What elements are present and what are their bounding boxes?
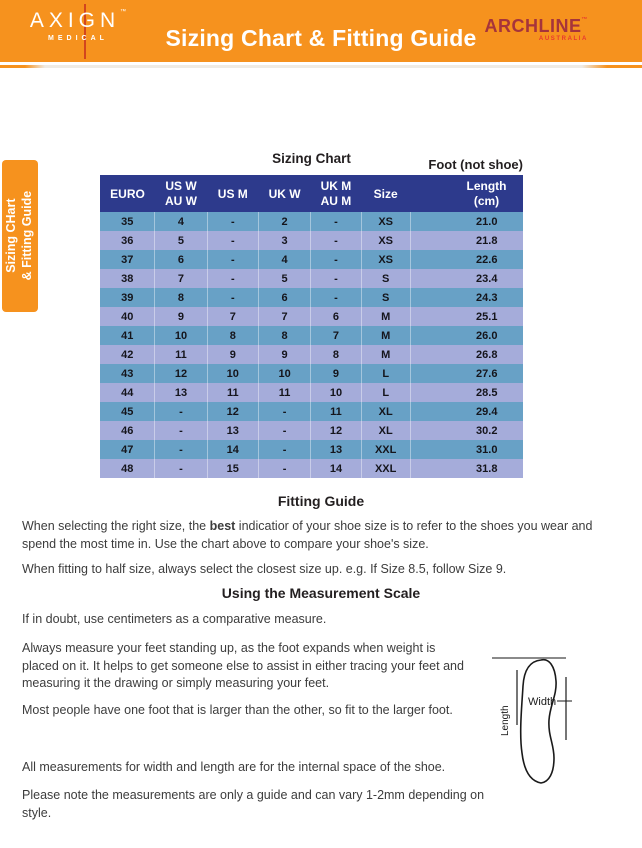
header-banner — [0, 0, 642, 62]
column-header: US M — [207, 175, 259, 212]
table-cell: 21.0 — [410, 212, 523, 231]
axign-logo-sub: MEDICAL — [48, 35, 108, 42]
table-cell: XS — [361, 231, 410, 250]
table-cell: 30.2 — [410, 421, 523, 440]
table-row — [100, 250, 523, 269]
measurement-paragraph-5: Please note the measurements are only a guide and can vary 1-2mm depending on style. — [22, 788, 485, 820]
table-cell: XL — [361, 402, 410, 421]
table-cell: 8 — [207, 326, 259, 345]
table-cell: 40 — [100, 307, 155, 326]
table-cell: 37 — [100, 250, 155, 269]
width-label: Width — [528, 696, 557, 708]
table-cell: M — [361, 345, 410, 364]
table-cell: M — [361, 307, 410, 326]
table-cell: - — [259, 402, 311, 421]
table-cell: 2 — [259, 212, 311, 231]
page-title: Sizing Chart & Fitting Guide — [165, 25, 477, 51]
table-cell: 27.6 — [410, 364, 523, 383]
table-cell: 7 — [311, 326, 362, 345]
archline-logo-sub: AUSTRALIA — [538, 36, 588, 42]
table-cell: 48 — [100, 459, 155, 478]
archline-logo-text: ARCHLINE — [484, 16, 582, 36]
measurement-paragraph-3: Most people have one foot that is larger than the other, so fit to the larger foot. — [22, 703, 453, 717]
table-cell: 10 — [311, 383, 362, 402]
table-cell: - — [311, 231, 362, 250]
table-row — [100, 421, 523, 440]
table-cell: XS — [361, 212, 410, 231]
table-row — [100, 364, 523, 383]
table-cell: 3 — [259, 231, 311, 250]
axign-logo-name — [28, 9, 128, 33]
table-cell: 31.8 — [410, 459, 523, 478]
column-header: Size — [361, 175, 410, 212]
table-row — [100, 212, 523, 231]
table-cell: - — [311, 212, 362, 231]
table-cell: 14 — [311, 459, 362, 478]
table-cell: 12 — [311, 421, 362, 440]
table-cell: 46 — [100, 421, 155, 440]
table-cell: - — [259, 440, 311, 459]
table-cell: 26.0 — [410, 326, 523, 345]
table-cell: - — [155, 421, 207, 440]
table-cell: 15 — [207, 459, 259, 478]
archline-logo-name — [485, 17, 589, 35]
table-row — [100, 288, 523, 307]
table-cell: 5 — [259, 269, 311, 288]
table-cell: M — [361, 326, 410, 345]
table-cell: 38 — [100, 269, 155, 288]
column-header: EURO — [100, 175, 155, 212]
table-cell: - — [207, 269, 259, 288]
axign-logo — [28, 9, 128, 42]
table-cell: 13 — [155, 383, 207, 402]
table-cell: 7 — [155, 269, 207, 288]
table-cell: S — [361, 269, 410, 288]
table-cell: 21.8 — [410, 231, 523, 250]
length-label: Length — [500, 705, 511, 736]
table-cell: 25.1 — [410, 307, 523, 326]
table-cell: 47 — [100, 440, 155, 459]
side-tab-line1: Sizing CHart — [4, 198, 19, 274]
table-cell: 5 — [155, 231, 207, 250]
table-cell: 24.3 — [410, 288, 523, 307]
table-cell: XXL — [361, 440, 410, 459]
table-row — [100, 402, 523, 421]
sizing-table — [100, 175, 523, 478]
measurement-paragraph-1: If in doubt, use centimeters as a comparative measure. — [22, 612, 327, 626]
table-cell: 11 — [155, 345, 207, 364]
fitting-guide-p1-post: indicatior of your shoe size is to refer to the shoes you wear and spend the most time in. Use the chart above to compare your shoe's size. — [22, 519, 593, 551]
table-cell: 6 — [259, 288, 311, 307]
table-cell: 22.6 — [410, 250, 523, 269]
table-cell: 11 — [259, 383, 311, 402]
table-cell: - — [207, 250, 259, 269]
foot-not-shoe-note: Foot (not shoe) — [428, 157, 523, 172]
table-cell: 11 — [207, 383, 259, 402]
column-header: Length (cm) — [410, 175, 523, 212]
table-cell: XS — [361, 250, 410, 269]
table-row — [100, 459, 523, 478]
table-cell: 23.4 — [410, 269, 523, 288]
measurement-scale-heading: Using the Measurement Scale — [221, 585, 421, 601]
table-cell: - — [155, 459, 207, 478]
column-header: UK W — [259, 175, 311, 212]
table-cell: - — [207, 231, 259, 250]
table-cell: - — [311, 250, 362, 269]
header-divider-line — [0, 65, 642, 68]
table-cell: 43 — [100, 364, 155, 383]
sizing-table-body — [100, 212, 523, 478]
fitting-guide-paragraph-1 — [22, 518, 622, 553]
table-cell: - — [207, 212, 259, 231]
table-cell: L — [361, 383, 410, 402]
table-row — [100, 326, 523, 345]
table-cell: S — [361, 288, 410, 307]
table-cell: 12 — [155, 364, 207, 383]
table-cell: 8 — [259, 326, 311, 345]
table-cell: 35 — [100, 212, 155, 231]
table-row — [100, 307, 523, 326]
table-cell: XL — [361, 421, 410, 440]
table-cell: 41 — [100, 326, 155, 345]
table-row — [100, 269, 523, 288]
table-cell: 36 — [100, 231, 155, 250]
table-cell: 6 — [155, 250, 207, 269]
table-cell: 44 — [100, 383, 155, 402]
table-cell: 10 — [259, 364, 311, 383]
side-tab-label — [4, 191, 35, 281]
table-cell: 9 — [311, 364, 362, 383]
fitting-guide-p1-bold: best — [209, 519, 236, 533]
table-cell: 12 — [207, 402, 259, 421]
table-cell: 8 — [155, 288, 207, 307]
table-cell: 31.0 — [410, 440, 523, 459]
table-cell: 13 — [311, 440, 362, 459]
table-cell: L — [361, 364, 410, 383]
archline-tm-mark: ™ — [581, 17, 588, 23]
fitting-guide-heading: Fitting Guide — [277, 493, 365, 509]
table-cell: 4 — [155, 212, 207, 231]
sizing-chart-title: Sizing Chart — [272, 151, 351, 166]
axign-logo-text: AXIGN — [29, 9, 121, 32]
archline-logo — [485, 17, 589, 42]
table-cell: 14 — [207, 440, 259, 459]
table-cell: 7 — [207, 307, 259, 326]
table-row — [100, 345, 523, 364]
table-cell: 9 — [207, 345, 259, 364]
table-cell: 28.5 — [410, 383, 523, 402]
table-cell: - — [207, 288, 259, 307]
table-cell: 6 — [311, 307, 362, 326]
table-cell: - — [311, 269, 362, 288]
table-cell: 45 — [100, 402, 155, 421]
foot-measurement-diagram — [486, 648, 581, 793]
table-cell: - — [311, 288, 362, 307]
table-cell: - — [259, 459, 311, 478]
side-tab-sizing-chart — [2, 160, 38, 312]
table-cell: 4 — [259, 250, 311, 269]
table-cell: 8 — [311, 345, 362, 364]
side-tab-line2: & Fitting Guide — [20, 191, 35, 281]
table-cell: 26.8 — [410, 345, 523, 364]
measurement-paragraph-4: All measurements for width and length are for the internal space of the shoe. — [22, 760, 446, 774]
table-row — [100, 383, 523, 402]
foot-outline — [521, 660, 556, 783]
table-row — [100, 231, 523, 250]
sizing-table-header-row — [100, 175, 523, 212]
column-header: UK M AU M — [311, 175, 362, 212]
table-cell: 9 — [259, 345, 311, 364]
table-cell: - — [259, 421, 311, 440]
table-cell: 10 — [155, 326, 207, 345]
table-cell: - — [155, 402, 207, 421]
table-cell: 7 — [259, 307, 311, 326]
fitting-guide-paragraph-2: When fitting to half size, always select the closest size up. e.g. If Size 8.5, follow Size 9. — [22, 562, 507, 576]
table-cell: 39 — [100, 288, 155, 307]
axign-tm-mark: ™ — [120, 9, 127, 15]
table-cell: - — [155, 440, 207, 459]
table-cell: 9 — [155, 307, 207, 326]
foot-diagram-svg — [486, 648, 581, 793]
fitting-guide-p1-pre: When selecting the right size, the — [22, 519, 210, 533]
table-cell: 29.4 — [410, 402, 523, 421]
table-cell: 11 — [311, 402, 362, 421]
table-cell: 42 — [100, 345, 155, 364]
table-cell: XXL — [361, 459, 410, 478]
table-cell: 13 — [207, 421, 259, 440]
column-header: US W AU W — [155, 175, 207, 212]
table-cell: 10 — [207, 364, 259, 383]
table-row — [100, 440, 523, 459]
measurement-paragraph-2: Always measure your feet standing up, as the foot expands when weight is placed on it. It helps to get someone else to assist in either tracing your feet and measuring it the drawing or simply measuring your feet. — [22, 641, 464, 690]
